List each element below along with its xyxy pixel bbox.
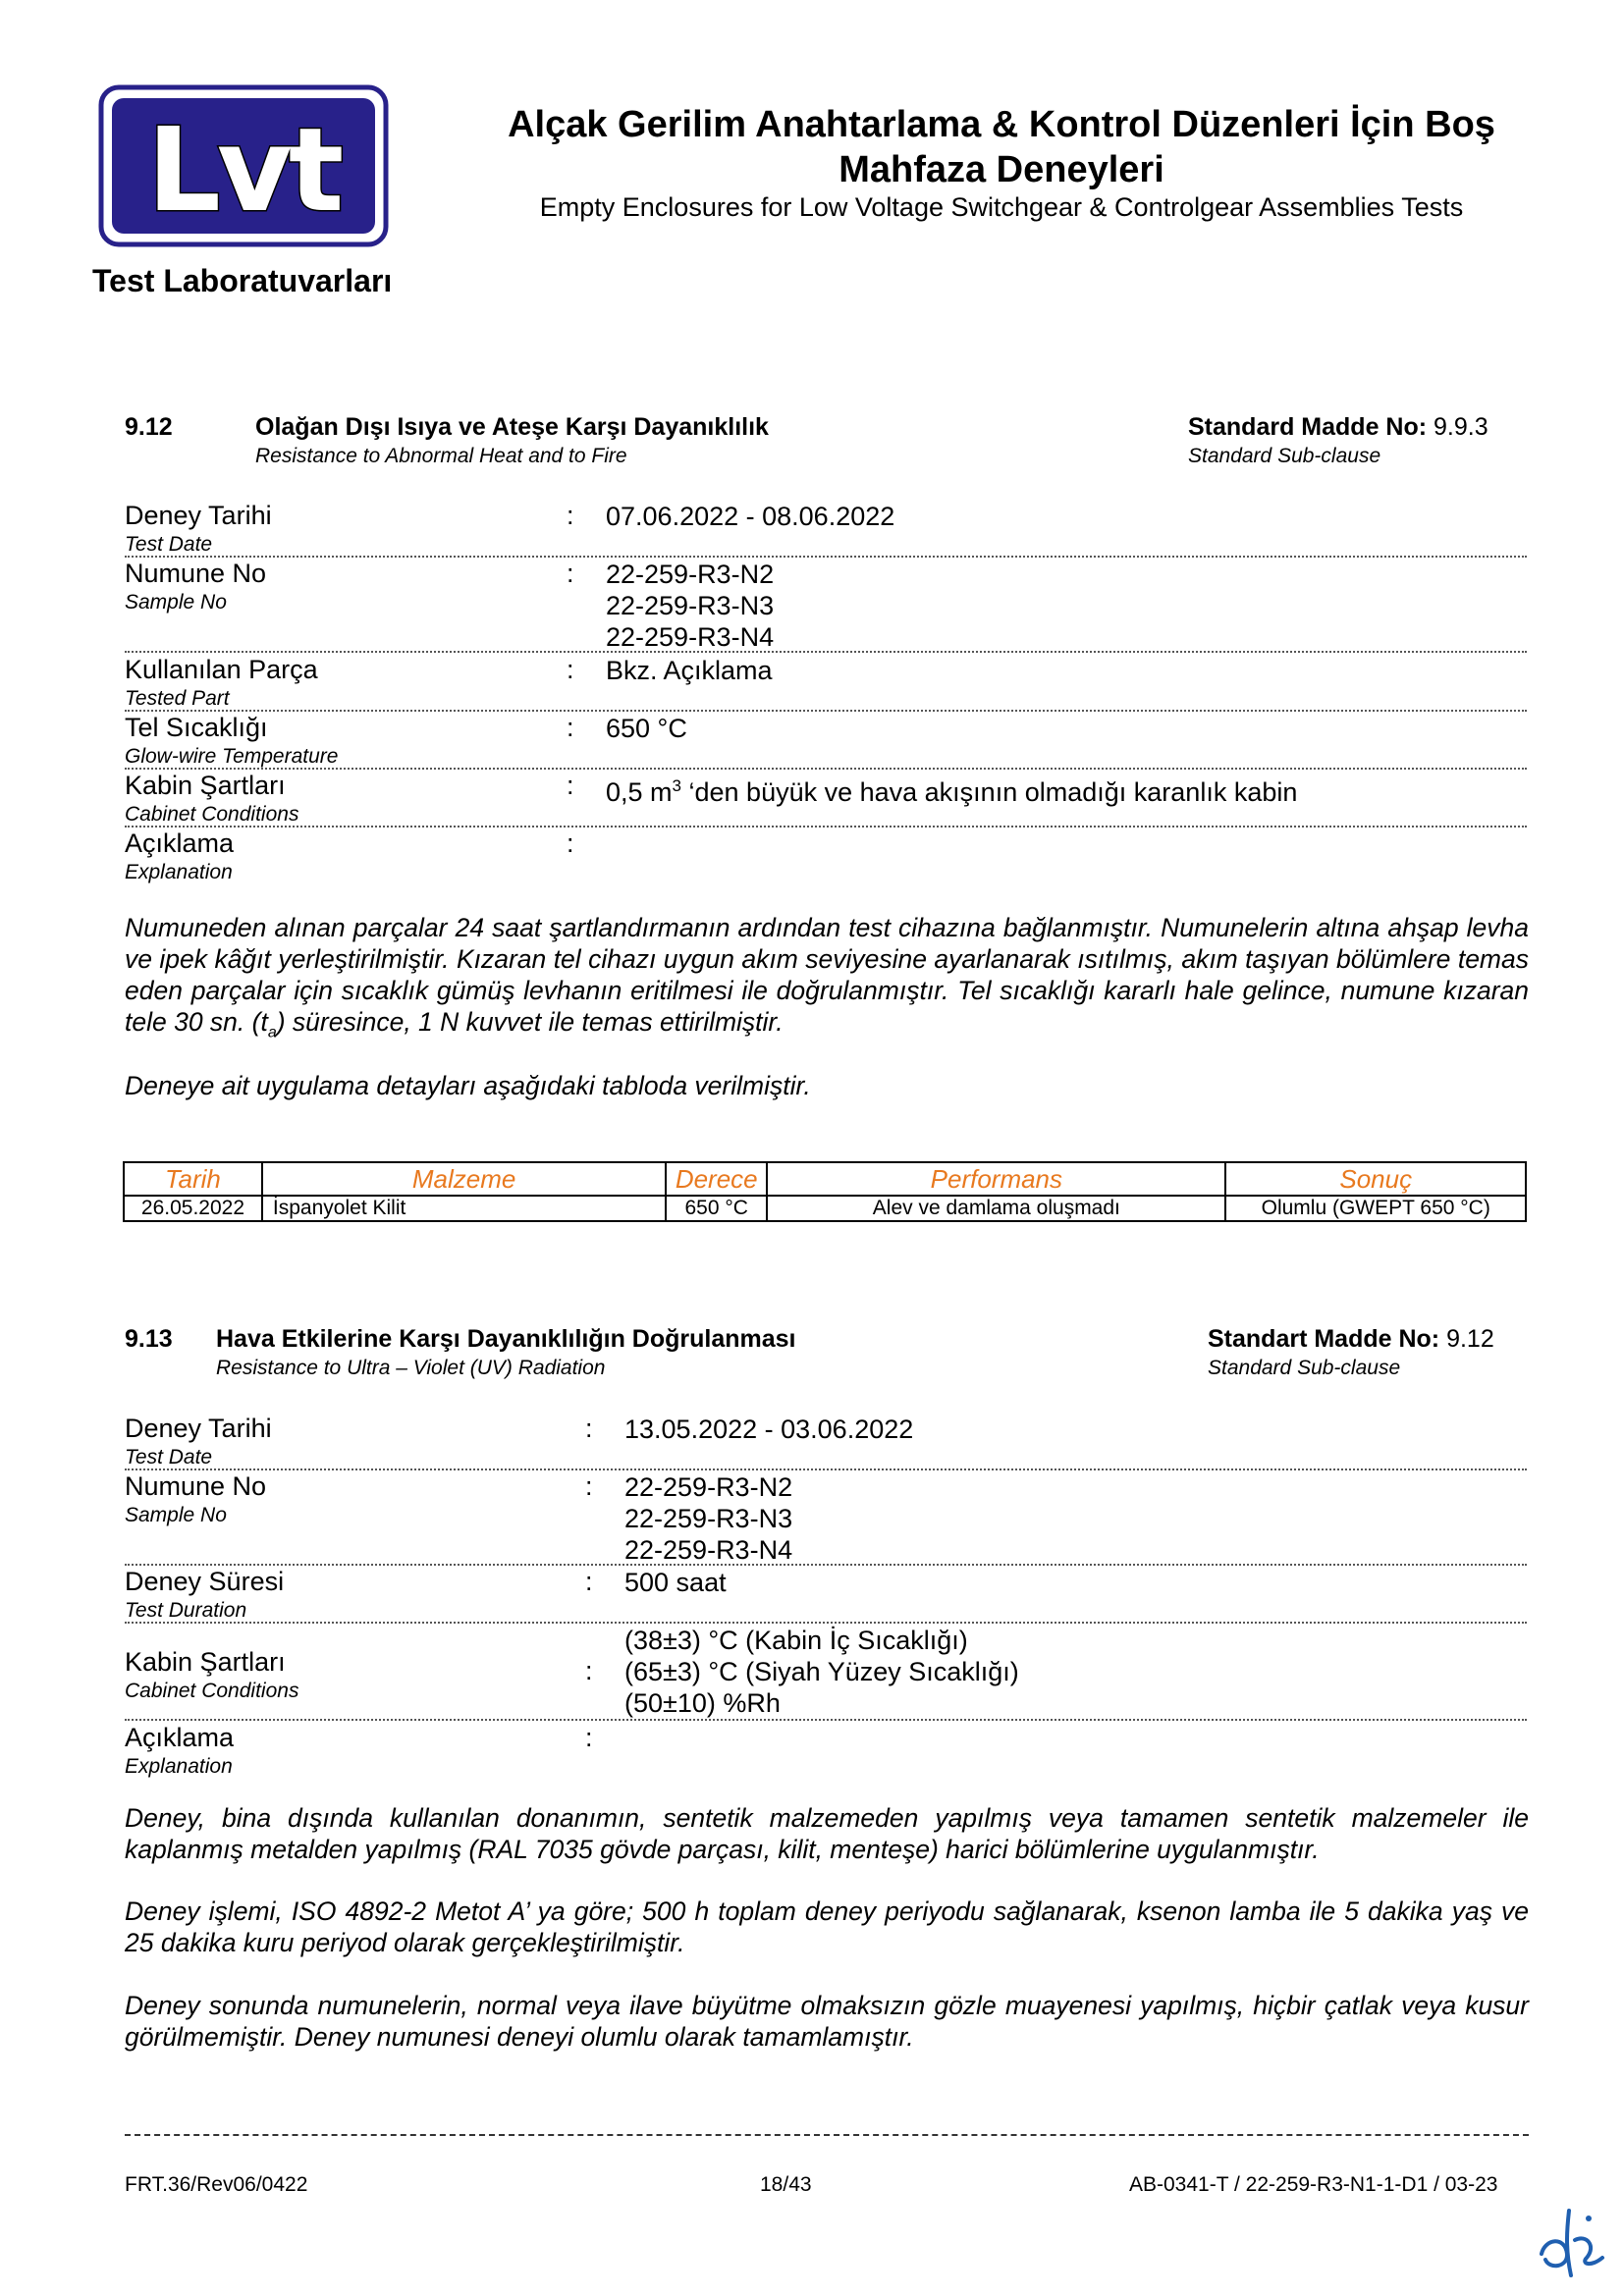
standard-clause xyxy=(1188,413,1488,442)
table-cell: Olumlu (GWEPT 650 °C) xyxy=(1225,1196,1526,1221)
section-title: Olağan Dışı Isıya ve Ateşe Karşı Dayanıklılık xyxy=(255,413,769,441)
paragraph-text: Numuneden alınan parçalar 24 saat şartlandırmanın ardından test cihazına bağlanmıştır. Numunelerin altına ahşap levha ve ipek kâğıt yerleştirilmiştir. Kızaran tel cihazı uygun akım seviyesine ayarlanarak ısıtılmış, akım taşıyan bölümlere temas eden parçalar için sıcaklık gümüş levhanın eritilmesi ile doğrulanmıştır. Tel sıcaklığı kararlı hale gelince, numune kızaran tele 30 sn. (t xyxy=(125,913,1529,1037)
row-colon: : xyxy=(585,1471,593,1501)
row-colon: : xyxy=(567,655,574,684)
info-row-test-duration xyxy=(125,1567,1527,1624)
row-label-en: Explanation xyxy=(125,861,233,883)
standard-clause-en: Standard Sub-clause xyxy=(1188,445,1381,467)
row-colon: : xyxy=(585,1567,593,1596)
row-label-en: Cabinet Conditions xyxy=(125,1680,299,1702)
row-label: Kabin Şartları xyxy=(125,771,286,800)
table-header-row xyxy=(124,1162,1526,1196)
info-row-explanation xyxy=(125,828,1527,887)
row-value: (65±3) °C (Siyah Yüzey Sıcaklığı) xyxy=(624,1657,1019,1686)
row-value xyxy=(606,771,1297,808)
row-label-en: Test Date xyxy=(125,533,213,556)
row-colon: : xyxy=(585,1723,593,1752)
info-row-tested-part xyxy=(125,655,1527,712)
paragraph-text: ) süresince, 1 N kuvvet ile temas ettirilmiştir. xyxy=(276,1007,784,1037)
document-reference: AB-0341-T / 22-259-R3-N1-1-D1 / 03-23 xyxy=(1129,2173,1498,2196)
table-header-cell: Derece xyxy=(666,1162,767,1196)
section-title-en: Resistance to Ultra – Violet (UV) Radiation xyxy=(216,1357,606,1379)
row-label: Numune No xyxy=(125,1471,267,1501)
row-value: (38±3) °C (Kabin İç Sıcaklığı) xyxy=(624,1626,968,1655)
row-value: 13.05.2022 - 03.06.2022 xyxy=(624,1415,914,1444)
info-row-cabinet-conditions xyxy=(125,1625,1527,1721)
standard-clause-label: Standard Madde No: xyxy=(1188,413,1428,441)
superscript: 3 xyxy=(672,776,681,795)
row-label: Kabin Şartları xyxy=(125,1647,286,1677)
standard-clause xyxy=(1208,1325,1494,1354)
standard-clause-label: Standart Madde No: xyxy=(1208,1325,1440,1353)
value-part: ‘den büyük ve hava akışının olmadığı karanlık kabin xyxy=(681,777,1298,807)
lvt-logo xyxy=(98,84,389,247)
value-part: 0,5 m xyxy=(606,777,673,807)
info-row-explanation xyxy=(125,1723,1527,1782)
subscript: a xyxy=(267,1024,277,1041)
table-header-cell: Performans xyxy=(767,1162,1225,1196)
section-paragraph: Deney, bina dışında kullanılan donanımın, sentetik malzemeden yapılmış veya tamamen sentetik malzemeler ile kaplanmış metalden yapılmış (RAL 7035 gövde parçası, kilit, menteşe) harici bölümlerine uygulanmıştır. xyxy=(125,1803,1529,1864)
row-label-en: Tested Part xyxy=(125,687,230,710)
signature-mark xyxy=(1532,2203,1610,2281)
row-value: 500 saat xyxy=(624,1568,727,1597)
row-colon: : xyxy=(567,713,574,742)
row-value: 22-259-R3-N2 xyxy=(624,1472,793,1502)
table-header-cell: Malzeme xyxy=(262,1162,666,1196)
section-paragraph: Deney işlemi, ISO 4892-2 Metot A’ ya göre; 500 h toplam deney periyodu sağlanarak, ksenon lamba ile 5 dakika yaş ve 25 dakika kuru periyod olarak gerçekleştirilmiştir. xyxy=(125,1896,1529,1957)
footer-divider xyxy=(125,2134,1529,2136)
row-value: 22-259-R3-N2 xyxy=(606,560,775,589)
info-row-test-date xyxy=(125,501,1527,558)
row-value: (50±10) %Rh xyxy=(624,1688,781,1718)
standard-clause-value: 9.9.3 xyxy=(1434,413,1488,441)
section-number: 9.13 xyxy=(125,1325,173,1353)
table-cell: Alev ve damlama oluşmadı xyxy=(767,1196,1225,1221)
row-label: Kullanılan Parça xyxy=(125,655,318,684)
section-title: Hava Etkilerine Karşı Dayanıklılığın Doğrulanması xyxy=(216,1325,796,1353)
standard-clause-en: Standard Sub-clause xyxy=(1208,1357,1401,1379)
row-value: 22-259-R3-N4 xyxy=(606,622,775,652)
info-row-glow-wire-temp xyxy=(125,713,1527,770)
row-label: Açıklama xyxy=(125,828,235,858)
row-value: 07.06.2022 - 08.06.2022 xyxy=(606,502,895,531)
table-header-cell: Tarih xyxy=(124,1162,262,1196)
report-title-line2: Mahfaza Deneyleri xyxy=(839,149,1164,190)
row-label-en: Explanation xyxy=(125,1755,233,1778)
row-colon: : xyxy=(585,1414,593,1443)
table-cell: İspanyolet Kilit xyxy=(262,1196,666,1221)
page-number: 18/43 xyxy=(760,2173,812,2196)
row-label-en: Glow-wire Temperature xyxy=(125,745,339,768)
row-label: Açıklama xyxy=(125,1723,235,1752)
table-row xyxy=(124,1196,1526,1221)
row-value: Bkz. Açıklama xyxy=(606,656,773,685)
section-paragraph xyxy=(125,912,1529,1048)
row-label-en: Sample No xyxy=(125,591,227,614)
results-table xyxy=(123,1161,1527,1222)
section-paragraph: Deney sonunda numunelerin, normal veya ilave büyütme olmaksızın gözle muayenesi yapılmış, hiçbir çatlak veya kusur görülmemiştir. Deney numunesi deneyi olumlu olarak tamamlamıştır. xyxy=(125,1991,1529,2052)
row-colon: : xyxy=(567,828,574,858)
row-label-en: Test Duration xyxy=(125,1599,247,1622)
row-label: Deney Süresi xyxy=(125,1567,285,1596)
row-value: 22-259-R3-N3 xyxy=(606,591,775,620)
lab-name: Test Laboratuvarları xyxy=(92,263,393,298)
row-value: 650 °C xyxy=(606,714,687,743)
logo-text: Lvt xyxy=(146,102,341,238)
section-paragraph-2: Deneye ait uygulama detayları aşağıdaki tabloda verilmiştir. xyxy=(125,1071,811,1100)
report-title: Alçak Gerilim Anahtarlama & Kontrol Düzenleri İçin Boş xyxy=(508,104,1495,145)
standard-clause-value: 9.12 xyxy=(1446,1325,1494,1353)
row-colon: : xyxy=(567,559,574,588)
form-code: FRT.36/Rev06/0422 xyxy=(125,2173,308,2196)
section-title-en: Resistance to Abnormal Heat and to Fire xyxy=(255,445,627,467)
row-label: Deney Tarihi xyxy=(125,501,272,530)
table-cell: 650 °C xyxy=(666,1196,767,1221)
table-cell: 26.05.2022 xyxy=(124,1196,262,1221)
row-colon: : xyxy=(567,771,574,800)
row-label: Tel Sıcaklığı xyxy=(125,713,268,742)
row-label-en: Sample No xyxy=(125,1504,227,1526)
info-row-cabinet-conditions xyxy=(125,771,1527,828)
row-colon: : xyxy=(567,501,574,530)
row-colon: : xyxy=(585,1656,593,1685)
table-header-cell: Sonuç xyxy=(1225,1162,1526,1196)
row-value: 22-259-R3-N4 xyxy=(624,1535,793,1565)
info-row-sample-no xyxy=(125,559,1527,653)
row-value: 22-259-R3-N3 xyxy=(624,1504,793,1533)
row-label-en: Cabinet Conditions xyxy=(125,803,299,826)
row-label-en: Test Date xyxy=(125,1446,213,1468)
info-row-test-date xyxy=(125,1414,1527,1470)
row-label: Numune No xyxy=(125,559,267,588)
row-label: Deney Tarihi xyxy=(125,1414,272,1443)
info-row-sample-no xyxy=(125,1471,1527,1566)
section-number: 9.12 xyxy=(125,413,173,441)
report-subtitle: Empty Enclosures for Low Voltage Switchgear & Controlgear Assemblies Tests xyxy=(539,192,1464,222)
